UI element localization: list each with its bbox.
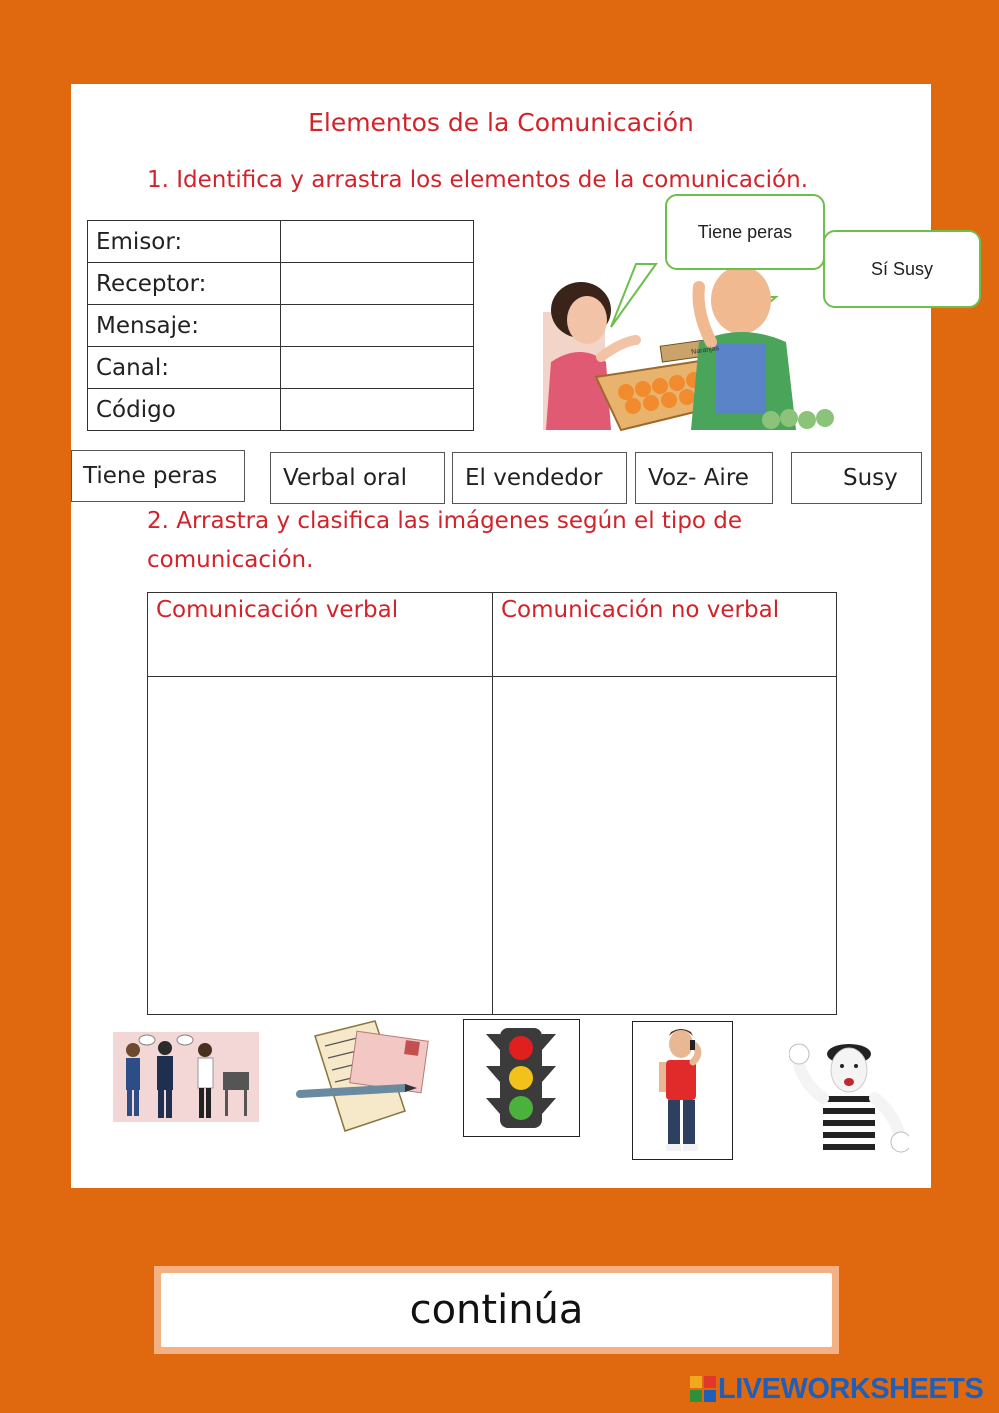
answer-chip-el-vendedor[interactable]: El vendedor bbox=[452, 452, 627, 504]
speech-bubble-customer bbox=[823, 230, 981, 308]
comic-scene bbox=[541, 192, 934, 432]
mime-image[interactable] bbox=[789, 1024, 909, 1164]
drop-zone-no-verbal[interactable] bbox=[494, 677, 836, 1014]
continue-button-label: continúa bbox=[161, 1273, 832, 1347]
elements-table bbox=[87, 220, 474, 431]
question-1: 1. Identifica y arrastra los elementos de la comunicación. bbox=[147, 167, 809, 193]
answer-chip-voz-aire[interactable]: Voz- Aire bbox=[635, 452, 773, 504]
drop-zone-canal[interactable] bbox=[281, 347, 474, 389]
letter-image[interactable] bbox=[295, 1016, 435, 1140]
row-label-emisor: Emisor: bbox=[88, 221, 281, 263]
speech-bubble-seller-text: Tiene peras bbox=[697, 221, 793, 242]
row-label-canal: Canal: bbox=[88, 347, 281, 389]
crate-sign: Naranjas bbox=[690, 345, 720, 356]
boy-on-phone-image[interactable] bbox=[632, 1021, 733, 1160]
drop-zone-mensaje[interactable] bbox=[281, 305, 474, 347]
answer-chip-susy[interactable]: Susy bbox=[791, 452, 922, 504]
liveworksheets-logo bbox=[690, 1372, 990, 1406]
worksheet-page bbox=[71, 84, 934, 1188]
row-label-receptor: Receptor: bbox=[88, 263, 281, 305]
drop-zone-receptor[interactable] bbox=[281, 263, 474, 305]
answer-chip-verbal-oral[interactable]: Verbal oral bbox=[270, 452, 445, 504]
drop-zone-verbal[interactable] bbox=[148, 677, 492, 1014]
speech-bubble-seller bbox=[665, 194, 825, 270]
question-2: 2. Arrastra y clasifica las imágenes según el tipo de comunicación. bbox=[147, 508, 743, 573]
drop-zone-codigo[interactable] bbox=[281, 389, 474, 431]
people-talking-image[interactable] bbox=[113, 1032, 259, 1122]
classification-table bbox=[147, 592, 837, 1015]
row-label-mensaje: Mensaje: bbox=[88, 305, 281, 347]
speech-bubble-customer-text: Sí Susy bbox=[870, 258, 934, 279]
column-header-no-verbal: Comunicación no verbal bbox=[501, 597, 780, 623]
column-header-verbal: Comunicación verbal bbox=[156, 597, 399, 623]
brand-name: LIVEWORKSHEETS bbox=[718, 1372, 984, 1405]
liveworksheets-icon bbox=[690, 1376, 716, 1402]
row-label-codigo: Código bbox=[88, 389, 281, 431]
drop-zone-emisor[interactable] bbox=[281, 221, 474, 263]
answer-chip-tiene-peras[interactable]: Tiene peras bbox=[71, 450, 245, 502]
continue-button[interactable] bbox=[154, 1266, 839, 1354]
traffic-light-image[interactable] bbox=[463, 1019, 580, 1137]
page-title: Elementos de la Comunicación bbox=[308, 108, 694, 137]
